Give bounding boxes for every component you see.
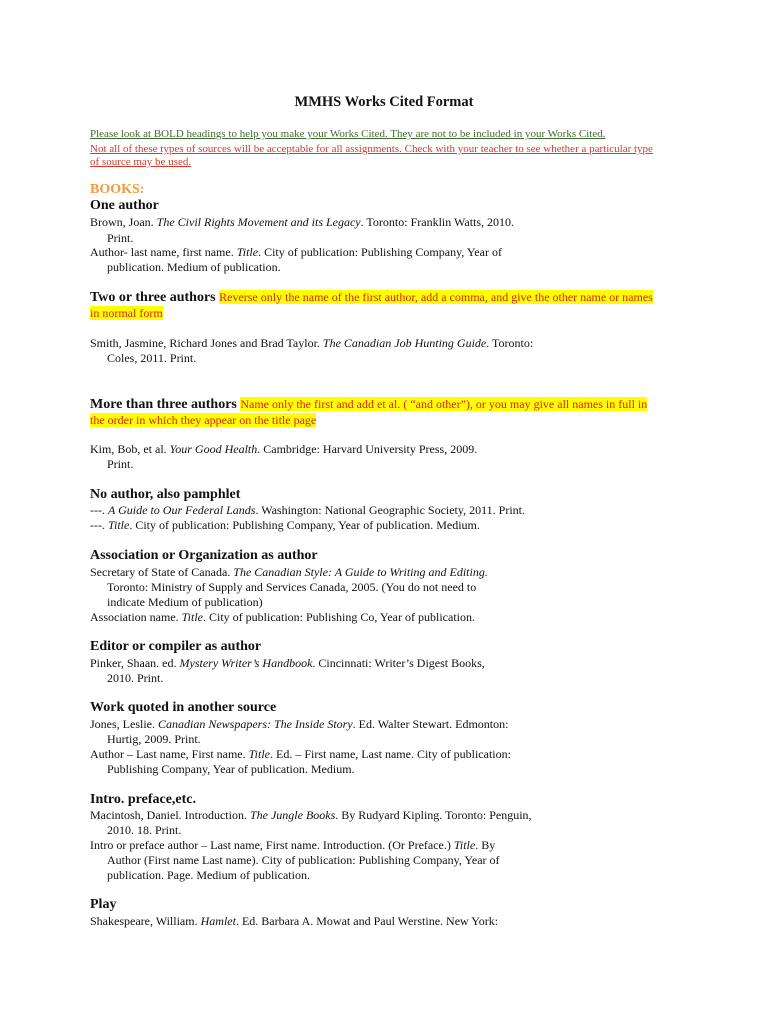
warning-note-line-2: of source may be used. — [90, 156, 192, 168]
no-author-heading: No author, also pamphlet — [90, 487, 241, 502]
intro-preface-format: Intro or preface author – Last name, First name. Introduction. (Or Preface.) Title. By — [90, 838, 496, 852]
intro-preface-example: Macintosh, Daniel. Introduction. The Jungle Books. By Rudyard Kipling. Toronto: Penguin, — [90, 808, 532, 822]
intro-preface-format-cont-1: Author (First name Last name). City of publication: Publishing Company, Year of — [107, 853, 500, 867]
intro-preface-format-cont-2: publication. Page. Medium of publication. — [107, 868, 310, 882]
editor-example-cont: 2010. Print. — [107, 671, 164, 685]
work-quoted-format: Author – Last name, First name. Title. Ed. – First name, Last name. City of publication: — [90, 747, 511, 761]
one-author-example: Brown, Joan. The Civil Rights Movement and its Legacy. Toronto: Franklin Watts, 2010. — [90, 215, 515, 229]
no-author-example: ---. A Guide to Our Federal Lands. Washington: National Geographic Society, 2011. Print. — [90, 503, 526, 517]
two-three-authors-example-cont: Coles, 2011. Print. — [107, 351, 197, 365]
work-quoted-format-cont: Publishing Company, Year of publication. Medium. — [107, 762, 355, 776]
one-author-format-cont: publication. Medium of publication. — [107, 260, 281, 274]
no-author-format: ---. Title. City of publication: Publishing Company, Year of publication. Medium. — [90, 518, 480, 532]
instruction-note: Please look at BOLD headings to help you make your Works Cited. They are not to be included in your Works Cited. — [90, 128, 606, 140]
association-example-cont-1: Toronto: Ministry of Supply and Services Canada, 2005. (You do not need to — [107, 580, 477, 594]
association-example: Secretary of State of Canada. The Canadian Style: A Guide to Writing and Editing. — [90, 565, 488, 579]
more-than-three-note-cont: the order in which they appear on the title page — [90, 413, 317, 427]
warning-note-line-1: Not all of these types of sources will be acceptable for all assignments. Check with your teacher to see whether a particular type — [90, 143, 653, 155]
more-than-three-example-cont: Print. — [107, 457, 134, 471]
books-heading: BOOKS: — [90, 182, 145, 197]
intro-preface-heading: Intro. preface,etc. — [90, 792, 196, 807]
one-author-heading: One author — [90, 198, 159, 213]
intro-preface-example-cont: 2010. 18. Print. — [107, 823, 182, 837]
association-heading: Association or Organization as author — [90, 548, 318, 563]
work-quoted-example: Jones, Leslie. Canadian Newspapers: The Inside Story. Ed. Walter Stewart. Edmonton: — [90, 717, 509, 731]
more-than-three-heading: More than three authors Name only the first and add et al. ( “and other”), or you may give all names in full in — [90, 397, 648, 412]
two-three-authors-note-cont: in normal form — [90, 306, 163, 320]
work-quoted-heading: Work quoted in another source — [90, 700, 277, 715]
page-title: MMHS Works Cited Format — [294, 94, 474, 110]
work-quoted-example-cont: Hurtig, 2009. Print. — [107, 732, 201, 746]
play-heading: Play — [90, 897, 117, 912]
association-format: Association name. Title. City of publication: Publishing Co, Year of publication. — [90, 610, 475, 624]
two-three-authors-example: Smith, Jasmine, Richard Jones and Brad Taylor. The Canadian Job Hunting Guide. Toronto: — [90, 336, 534, 350]
more-than-three-note: Name only the first and add et al. ( “and other”), or you may give all names in full in — [240, 397, 648, 411]
association-example-cont-2: indicate Medium of publication) — [107, 595, 263, 609]
more-than-three-example: Kim, Bob, et al. Your Good Health. Cambridge: Harvard University Press, 2009. — [90, 442, 478, 456]
one-author-format: Author- last name, first name. Title. City of publication: Publishing Company, Year of — [90, 245, 502, 259]
two-three-authors-note: Reverse only the name of the first author, add a comma, and give the other name or names — [219, 290, 653, 304]
play-example: Shakespeare, William. Hamlet. Ed. Barbara A. Mowat and Paul Werstine. New York: — [90, 914, 499, 928]
two-three-authors-heading: Two or three authors Reverse only the name of the first author, add a comma, and give the other name or names — [90, 290, 653, 305]
editor-example: Pinker, Shaan. ed. Mystery Writer’s Handbook. Cincinnati: Writer’s Digest Books, — [90, 656, 485, 670]
one-author-example-cont: Print. — [107, 231, 134, 245]
editor-heading: Editor or compiler as author — [90, 639, 262, 654]
